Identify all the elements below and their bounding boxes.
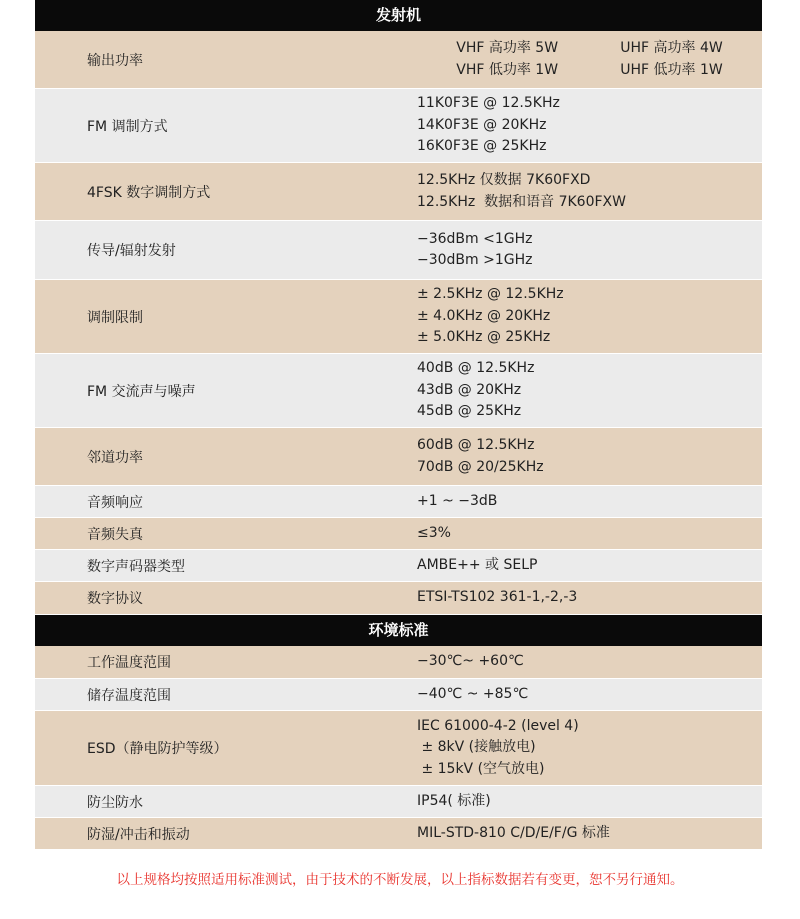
spec-value <box>415 518 762 549</box>
section-header: 环境标准 <box>35 615 762 646</box>
spec-row <box>35 679 762 711</box>
spec-label: 储存温度范围 <box>87 687 171 704</box>
spec-row <box>35 550 762 582</box>
disclaimer-note: 以上规格均按照适用标准测试，由于技术的不断发展，以上指标数据若有变更，恕不另行通知。 <box>116 872 684 888</box>
spec-value <box>415 786 762 817</box>
spec-row <box>35 89 762 163</box>
spec-value-line: ≤3% <box>417 524 451 541</box>
spec-value-line: 70dB @ 20/25KHz <box>417 458 544 475</box>
spec-value-line: −30dBm >1GHz <box>417 252 533 268</box>
spec-value-cell: VHF 低功率 1W <box>456 61 559 78</box>
spec-label: 音频失真 <box>87 526 143 543</box>
spec-row <box>35 646 762 679</box>
spec-value-line: ± 15kV (空气放电) <box>417 760 545 777</box>
spec-value-line: −30℃~ +60℃ <box>417 653 524 670</box>
spec-value-line: ± 8kV (接触放电) <box>417 739 536 756</box>
spec-value <box>415 550 762 581</box>
spec-row <box>35 221 762 280</box>
spec-label: 工作温度范围 <box>87 655 171 671</box>
spec-value-cell: UHF 高功率 4W <box>620 40 723 56</box>
spec-label: FM 调制方式 <box>87 118 168 135</box>
spec-value <box>415 679 762 710</box>
spec-value <box>415 646 762 678</box>
spec-value-line: 40dB @ 12.5KHz <box>417 360 535 377</box>
spec-value-line: ± 4.0KHz @ 20KHz <box>417 307 551 324</box>
spec-value <box>415 89 762 162</box>
spec-row <box>35 354 762 428</box>
spec-row <box>35 518 762 550</box>
spec-label: 传导/辐射发射 <box>87 243 176 259</box>
spec-row <box>35 582 762 615</box>
spec-value-line: 16K0F3E @ 25KHz <box>417 138 547 155</box>
spec-value-cell: VHF 高功率 5W <box>456 40 559 56</box>
spec-value-line: IP54( 标准) <box>417 792 491 809</box>
spec-row <box>35 280 762 354</box>
spec-value-cell: UHF 低功率 1W <box>620 61 723 78</box>
spec-value-line: ± 5.0KHz @ 25KHz <box>417 329 551 346</box>
spec-value-line: 12.5KHz 数据和语音 7K60FXW <box>417 193 626 210</box>
spec-value-line: ETSI-TS102 361-1,-2,-3 <box>417 589 578 606</box>
section-header: 发射机 <box>35 0 762 31</box>
spec-label: 防尘防水 <box>87 794 143 811</box>
spec-value-line: 45dB @ 25KHz <box>417 403 522 420</box>
spec-label: 输出功率 <box>87 52 143 69</box>
spec-value-line: MIL-STD-810 C/D/E/F/G 标准 <box>417 824 610 841</box>
spec-value-line: ± 2.5KHz @ 12.5KHz <box>417 286 564 303</box>
spec-value-line: 11K0F3E @ 12.5KHz <box>417 95 560 112</box>
spec-value <box>415 711 762 785</box>
spec-value-line: 60dB @ 12.5KHz <box>417 437 535 453</box>
spec-label: ESD（静电防护等级） <box>87 741 228 757</box>
spec-label: FM 交流声与噪声 <box>87 383 196 400</box>
spec-value-line: +1 ~ −3dB <box>417 492 498 509</box>
spec-table <box>35 0 762 850</box>
spec-label: 音频响应 <box>87 494 143 511</box>
spec-row <box>35 786 762 818</box>
spec-row <box>35 428 762 486</box>
spec-label: 数字声码器类型 <box>87 558 185 575</box>
spec-row <box>35 711 762 786</box>
spec-value-line: AMBE++ 或 SELP <box>417 556 538 573</box>
spec-value <box>415 354 762 427</box>
spec-value-line: 12.5KHz 仅数据 7K60FXD <box>417 172 591 188</box>
spec-value <box>415 582 762 614</box>
spec-row <box>35 163 762 221</box>
spec-value-line: IEC 61000-4-2 (level 4) <box>417 717 579 734</box>
spec-label: 防湿/冲击和振动 <box>87 826 190 843</box>
spec-value <box>415 280 762 353</box>
spec-value <box>415 31 762 88</box>
spec-value <box>415 486 762 517</box>
spec-value <box>415 163 762 220</box>
spec-label: 调制限制 <box>87 309 143 326</box>
spec-value-line: −36dBm <1GHz <box>417 230 533 247</box>
spec-value-line: 14K0F3E @ 20KHz <box>417 116 547 133</box>
spec-value <box>415 221 762 279</box>
spec-value-line: 43dB @ 20KHz <box>417 381 522 398</box>
spec-row <box>35 818 762 850</box>
spec-row <box>35 31 762 89</box>
spec-value <box>415 428 762 485</box>
spec-label: 数字协议 <box>87 591 143 607</box>
spec-row <box>35 486 762 518</box>
spec-value-line: −40℃ ~ +85℃ <box>417 685 529 702</box>
spec-label: 4FSK 数字调制方式 <box>87 184 211 201</box>
spec-value <box>415 818 762 849</box>
spec-label: 邻道功率 <box>87 449 143 466</box>
